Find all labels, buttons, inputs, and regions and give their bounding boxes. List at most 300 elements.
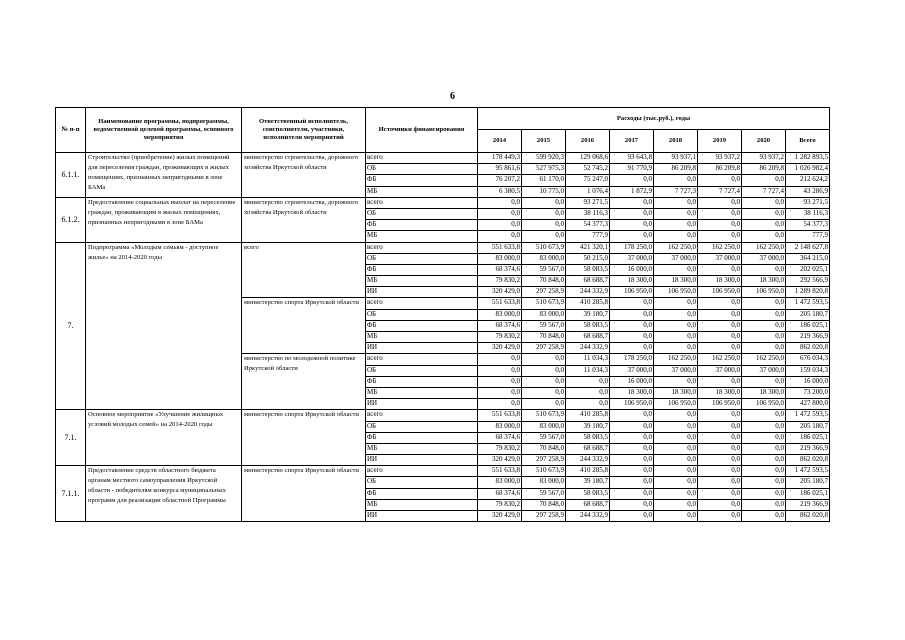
year-value: 18 300,0 bbox=[654, 387, 698, 398]
year-value: 7 727,4 bbox=[742, 186, 786, 197]
year-value: 6 380,5 bbox=[478, 186, 522, 197]
year-value: 510 673,9 bbox=[522, 242, 566, 253]
year-value: 0,0 bbox=[566, 387, 610, 398]
funding-source: всего bbox=[366, 354, 478, 365]
year-value: 0,0 bbox=[698, 208, 742, 219]
year-value: 510 673,9 bbox=[522, 466, 566, 477]
year-value: 0,0 bbox=[698, 466, 742, 477]
year-value: 70 848,0 bbox=[522, 443, 566, 454]
year-value: 244 332,9 bbox=[566, 511, 610, 522]
year-value: 0,0 bbox=[522, 376, 566, 387]
year-value: 777,9 bbox=[566, 231, 610, 242]
year-value: 0,0 bbox=[742, 343, 786, 354]
year-value: 83 000,0 bbox=[522, 309, 566, 320]
year-value: 37 000,0 bbox=[610, 253, 654, 264]
year-value: 510 673,9 bbox=[522, 410, 566, 421]
year-value: 162 250,0 bbox=[698, 354, 742, 365]
year-value: 0,0 bbox=[610, 220, 654, 231]
year-value: 0,0 bbox=[698, 421, 742, 432]
year-value: 37 000,0 bbox=[742, 365, 786, 376]
funding-source: ИИ bbox=[366, 399, 478, 410]
year-value: 83 000,0 bbox=[478, 421, 522, 432]
year-value: 106 950,0 bbox=[698, 399, 742, 410]
year-value: 0,0 bbox=[478, 231, 522, 242]
year-value: 0,0 bbox=[610, 208, 654, 219]
year-value: 0,0 bbox=[742, 432, 786, 443]
total-value: 676 034,3 bbox=[786, 354, 830, 365]
header-num: № п-п bbox=[56, 108, 86, 153]
year-value: 0,0 bbox=[698, 264, 742, 275]
year-value: 83 000,0 bbox=[478, 309, 522, 320]
total-value: 1 472 593,5 bbox=[786, 298, 830, 309]
year-value: 18 300,0 bbox=[698, 276, 742, 287]
year-value: 0,0 bbox=[610, 231, 654, 242]
program-name: Предоставление социальных выплат на переселение граждан, проживающим в жилых помещениях, признанных непригодными в зоне БАМа bbox=[86, 197, 242, 242]
total-value: 186 025,1 bbox=[786, 432, 830, 443]
executor: министерство строительства, дорожного хозяйства Иркутской области bbox=[242, 153, 366, 198]
year-value: 52 745,2 bbox=[566, 164, 610, 175]
header-year: 2020 bbox=[742, 130, 786, 153]
year-value: 106 950,0 bbox=[610, 287, 654, 298]
year-value: 0,0 bbox=[610, 332, 654, 343]
year-value: 0,0 bbox=[742, 197, 786, 208]
year-value: 162 250,0 bbox=[742, 354, 786, 365]
year-value: 0,0 bbox=[698, 298, 742, 309]
year-value: 58 083,5 bbox=[566, 264, 610, 275]
total-value: 38 116,3 bbox=[786, 208, 830, 219]
year-value: 0,0 bbox=[698, 499, 742, 510]
year-value: 0,0 bbox=[698, 410, 742, 421]
year-value: 551 633,8 bbox=[478, 410, 522, 421]
year-value: 599 920,3 bbox=[522, 153, 566, 164]
year-value: 68 688,7 bbox=[566, 332, 610, 343]
year-value: 551 633,8 bbox=[478, 242, 522, 253]
year-value: 0,0 bbox=[698, 443, 742, 454]
year-value: 58 083,5 bbox=[566, 432, 610, 443]
total-value: 2 148 627,8 bbox=[786, 242, 830, 253]
total-value: 205 180,7 bbox=[786, 309, 830, 320]
year-value: 0,0 bbox=[610, 197, 654, 208]
year-value: 79 830,2 bbox=[478, 443, 522, 454]
year-value: 70 848,0 bbox=[522, 276, 566, 287]
year-value: 39 180,7 bbox=[566, 421, 610, 432]
year-value: 0,0 bbox=[742, 488, 786, 499]
row-number: 7. bbox=[56, 242, 86, 410]
table-header bbox=[56, 108, 830, 153]
year-value: 0,0 bbox=[742, 309, 786, 320]
year-value: 75 247,0 bbox=[566, 175, 610, 186]
year-value: 0,0 bbox=[654, 499, 698, 510]
year-value: 11 034,3 bbox=[566, 365, 610, 376]
year-value: 106 950,0 bbox=[654, 399, 698, 410]
year-value: 0,0 bbox=[742, 208, 786, 219]
year-value: 68 688,7 bbox=[566, 443, 610, 454]
year-value: 0,0 bbox=[654, 376, 698, 387]
year-value: 0,0 bbox=[654, 466, 698, 477]
year-value: 106 950,0 bbox=[654, 287, 698, 298]
total-value: 1 472 593,5 bbox=[786, 466, 830, 477]
funding-source: всего bbox=[366, 466, 478, 477]
total-value: 1 026 982,4 bbox=[786, 164, 830, 175]
total-value: 205 180,7 bbox=[786, 421, 830, 432]
year-value: 86 209,8 bbox=[698, 164, 742, 175]
year-value: 0,0 bbox=[522, 208, 566, 219]
year-value: 320 429,0 bbox=[478, 287, 522, 298]
year-value: 0,0 bbox=[654, 332, 698, 343]
header-year: 2016 bbox=[566, 130, 610, 153]
header-expenses: Расходы (тыс.руб.), годы bbox=[478, 108, 830, 130]
year-value: 16 000,0 bbox=[610, 376, 654, 387]
year-value: 320 429,0 bbox=[478, 343, 522, 354]
executor: министерство спорта Иркутской области bbox=[242, 410, 366, 466]
total-value: 186 025,1 bbox=[786, 320, 830, 331]
year-value: 0,0 bbox=[698, 175, 742, 186]
header-name: Наименование программы, подпрограммы, ведомственной целевой программы, основного мероприятия bbox=[86, 108, 242, 153]
total-value: 186 025,1 bbox=[786, 488, 830, 499]
funding-source: всего bbox=[366, 298, 478, 309]
year-value: 0,0 bbox=[610, 443, 654, 454]
year-value: 0,0 bbox=[698, 455, 742, 466]
year-value: 320 429,0 bbox=[478, 511, 522, 522]
year-value: 551 633,8 bbox=[478, 466, 522, 477]
year-value: 0,0 bbox=[610, 298, 654, 309]
funding-source: МБ bbox=[366, 443, 478, 454]
year-value: 297 258,9 bbox=[522, 511, 566, 522]
funding-source: ОБ bbox=[366, 477, 478, 488]
funding-source: ФБ bbox=[366, 220, 478, 231]
year-value: 0,0 bbox=[654, 343, 698, 354]
year-value: 68 688,7 bbox=[566, 276, 610, 287]
year-value: 0,0 bbox=[566, 399, 610, 410]
total-value: 93 271,5 bbox=[786, 197, 830, 208]
year-value: 10 775,0 bbox=[522, 186, 566, 197]
funding-source: всего bbox=[366, 197, 478, 208]
total-value: 862 020,8 bbox=[786, 343, 830, 354]
executor: министерство спорта Иркутской области bbox=[242, 466, 366, 522]
year-value: 0,0 bbox=[654, 197, 698, 208]
year-value: 0,0 bbox=[742, 477, 786, 488]
year-value: 0,0 bbox=[610, 421, 654, 432]
year-value: 0,0 bbox=[610, 320, 654, 331]
row-number: 6.1.2. bbox=[56, 197, 86, 242]
year-value: 79 830,2 bbox=[478, 332, 522, 343]
total-value: 43 286,9 bbox=[786, 186, 830, 197]
year-value: 70 848,0 bbox=[522, 499, 566, 510]
total-value: 205 180,7 bbox=[786, 477, 830, 488]
year-value: 38 116,3 bbox=[566, 208, 610, 219]
year-value: 0,0 bbox=[522, 387, 566, 398]
year-value: 178 250,0 bbox=[610, 354, 654, 365]
year-value: 0,0 bbox=[698, 511, 742, 522]
total-value: 159 034,3 bbox=[786, 365, 830, 376]
year-value: 410 285,8 bbox=[566, 298, 610, 309]
year-value: 106 950,0 bbox=[698, 287, 742, 298]
year-value: 162 250,0 bbox=[698, 242, 742, 253]
year-value: 83 000,0 bbox=[522, 253, 566, 264]
funding-source: всего bbox=[366, 410, 478, 421]
year-value: 0,0 bbox=[610, 343, 654, 354]
row-number: 7.1. bbox=[56, 410, 86, 466]
year-value: 0,0 bbox=[610, 488, 654, 499]
year-value: 0,0 bbox=[566, 376, 610, 387]
year-value: 0,0 bbox=[698, 488, 742, 499]
year-value: 76 207,2 bbox=[478, 175, 522, 186]
year-value: 0,0 bbox=[610, 455, 654, 466]
year-value: 0,0 bbox=[478, 387, 522, 398]
funding-source: МБ bbox=[366, 186, 478, 197]
year-value: 93 937,2 bbox=[742, 153, 786, 164]
year-value: 0,0 bbox=[654, 410, 698, 421]
year-value: 320 429,0 bbox=[478, 455, 522, 466]
total-value: 219 366,9 bbox=[786, 332, 830, 343]
year-value: 162 250,0 bbox=[742, 242, 786, 253]
year-value: 68 374,6 bbox=[478, 432, 522, 443]
year-value: 18 300,0 bbox=[654, 276, 698, 287]
funding-source: ОБ bbox=[366, 253, 478, 264]
year-value: 162 250,0 bbox=[654, 354, 698, 365]
funding-source: ФБ bbox=[366, 264, 478, 275]
year-value: 0,0 bbox=[742, 298, 786, 309]
funding-source: МБ bbox=[366, 231, 478, 242]
year-value: 91 770,9 bbox=[610, 164, 654, 175]
total-value: 54 377,3 bbox=[786, 220, 830, 231]
funding-source: МБ bbox=[366, 387, 478, 398]
year-value: 178 449,3 bbox=[478, 153, 522, 164]
funding-source: ФБ bbox=[366, 432, 478, 443]
total-value: 862 020,8 bbox=[786, 455, 830, 466]
year-value: 58 083,5 bbox=[566, 488, 610, 499]
year-value: 18 300,0 bbox=[698, 387, 742, 398]
total-value: 16 000,0 bbox=[786, 376, 830, 387]
year-value: 0,0 bbox=[654, 421, 698, 432]
year-value: 0,0 bbox=[742, 231, 786, 242]
total-value: 219 366,9 bbox=[786, 499, 830, 510]
funding-source: МБ bbox=[366, 499, 478, 510]
total-value: 73 200,0 bbox=[786, 387, 830, 398]
year-value: 297 258,9 bbox=[522, 455, 566, 466]
funding-source: ФБ bbox=[366, 376, 478, 387]
year-value: 0,0 bbox=[478, 220, 522, 231]
program-name: Предоставление средств областного бюджета органам местного самоуправления Иркутской области - победителям конкурса муниципальных программ для реализации областной Программы bbox=[86, 466, 242, 522]
year-value: 86 209,8 bbox=[742, 164, 786, 175]
funding-source: МБ bbox=[366, 276, 478, 287]
year-value: 61 170,0 bbox=[522, 175, 566, 186]
year-value: 0,0 bbox=[478, 354, 522, 365]
year-value: 244 332,9 bbox=[566, 455, 610, 466]
year-value: 0,0 bbox=[610, 499, 654, 510]
year-value: 83 000,0 bbox=[522, 421, 566, 432]
year-value: 0,0 bbox=[654, 208, 698, 219]
year-value: 0,0 bbox=[610, 175, 654, 186]
year-value: 162 250,0 bbox=[654, 242, 698, 253]
total-value: 202 025,1 bbox=[786, 264, 830, 275]
year-value: 410 285,8 bbox=[566, 410, 610, 421]
header-total: Всего bbox=[786, 130, 830, 153]
year-value: 0,0 bbox=[522, 231, 566, 242]
executor: министерство по молодежной политике Иркутской области bbox=[242, 354, 366, 410]
funding-source: всего bbox=[366, 242, 478, 253]
year-value: 68 688,7 bbox=[566, 499, 610, 510]
total-value: 212 624,2 bbox=[786, 175, 830, 186]
year-value: 7 727,3 bbox=[654, 186, 698, 197]
year-value: 0,0 bbox=[698, 320, 742, 331]
program-name: Основное мероприятие «Улучшение жилищных условий молодых семей» на 2014-2020 годы bbox=[86, 410, 242, 466]
year-value: 244 332,9 bbox=[566, 287, 610, 298]
funding-source: МБ bbox=[366, 332, 478, 343]
year-value: 93 643,8 bbox=[610, 153, 654, 164]
year-value: 0,0 bbox=[742, 175, 786, 186]
year-value: 0,0 bbox=[654, 488, 698, 499]
table-row bbox=[56, 153, 830, 164]
year-value: 410 285,8 bbox=[566, 466, 610, 477]
year-value: 510 673,9 bbox=[522, 298, 566, 309]
funding-source: ИИ bbox=[366, 287, 478, 298]
year-value: 37 000,0 bbox=[610, 365, 654, 376]
year-value: 39 180,7 bbox=[566, 309, 610, 320]
year-value: 0,0 bbox=[654, 511, 698, 522]
year-value: 0,0 bbox=[654, 264, 698, 275]
total-value: 777,9 bbox=[786, 231, 830, 242]
year-value: 0,0 bbox=[742, 264, 786, 275]
year-value: 297 258,9 bbox=[522, 287, 566, 298]
year-value: 0,0 bbox=[654, 220, 698, 231]
year-value: 16 000,0 bbox=[610, 264, 654, 275]
year-value: 0,0 bbox=[698, 309, 742, 320]
table-row bbox=[56, 410, 830, 421]
year-value: 0,0 bbox=[742, 376, 786, 387]
year-value: 18 300,0 bbox=[610, 276, 654, 287]
total-value: 1 472 593,5 bbox=[786, 410, 830, 421]
year-value: 18 300,0 bbox=[742, 276, 786, 287]
year-value: 0,0 bbox=[698, 477, 742, 488]
total-value: 219 366,9 bbox=[786, 443, 830, 454]
year-value: 0,0 bbox=[478, 399, 522, 410]
year-value: 18 300,0 bbox=[610, 387, 654, 398]
total-value: 1 289 820,8 bbox=[786, 287, 830, 298]
year-value: 0,0 bbox=[522, 354, 566, 365]
program-name: Строительство (приобретение) жилых помещений для переселения граждан, проживающих в жилых помещениях, признанных непригодными в зоне БАМа bbox=[86, 153, 242, 198]
year-value: 551 633,8 bbox=[478, 298, 522, 309]
executor: всего bbox=[242, 242, 366, 298]
year-value: 68 374,6 bbox=[478, 264, 522, 275]
year-value: 79 830,2 bbox=[478, 499, 522, 510]
table-body bbox=[56, 153, 830, 522]
executor: министерство спорта Иркутской области bbox=[242, 298, 366, 354]
header-source: Источники финансирования bbox=[366, 108, 478, 153]
year-value: 244 332,9 bbox=[566, 343, 610, 354]
year-value: 0,0 bbox=[742, 499, 786, 510]
year-value: 93 937,1 bbox=[654, 153, 698, 164]
year-value: 11 034,3 bbox=[566, 354, 610, 365]
year-value: 0,0 bbox=[654, 443, 698, 454]
year-value: 83 000,0 bbox=[478, 253, 522, 264]
year-value: 0,0 bbox=[742, 455, 786, 466]
funding-source: всего bbox=[366, 153, 478, 164]
year-value: 129 068,6 bbox=[566, 153, 610, 164]
year-value: 0,0 bbox=[478, 365, 522, 376]
year-value: 83 000,0 bbox=[522, 477, 566, 488]
year-value: 0,0 bbox=[654, 432, 698, 443]
year-value: 0,0 bbox=[610, 309, 654, 320]
year-value: 0,0 bbox=[654, 320, 698, 331]
total-value: 862 020,8 bbox=[786, 511, 830, 522]
year-value: 37 000,0 bbox=[742, 253, 786, 264]
year-value: 0,0 bbox=[698, 197, 742, 208]
year-value: 0,0 bbox=[610, 432, 654, 443]
year-value: 0,0 bbox=[610, 511, 654, 522]
year-value: 421 320,1 bbox=[566, 242, 610, 253]
funding-source: ФБ bbox=[366, 320, 478, 331]
year-value: 58 083,5 bbox=[566, 320, 610, 331]
row-number: 7.1.1. bbox=[56, 466, 86, 522]
year-value: 0,0 bbox=[478, 376, 522, 387]
year-value: 37 000,0 bbox=[654, 365, 698, 376]
year-value: 1 872,9 bbox=[610, 186, 654, 197]
year-value: 1 076,4 bbox=[566, 186, 610, 197]
table-row bbox=[56, 466, 830, 477]
table-row bbox=[56, 197, 830, 208]
year-value: 86 209,8 bbox=[654, 164, 698, 175]
funding-source: ИИ bbox=[366, 511, 478, 522]
year-value: 59 567,0 bbox=[522, 488, 566, 499]
header-year: 2014 bbox=[478, 130, 522, 153]
year-value: 0,0 bbox=[654, 477, 698, 488]
header-year: 2019 bbox=[698, 130, 742, 153]
total-value: 1 282 893,5 bbox=[786, 153, 830, 164]
row-number: 6.1.1. bbox=[56, 153, 86, 198]
year-value: 0,0 bbox=[610, 477, 654, 488]
year-value: 527 975,3 bbox=[522, 164, 566, 175]
year-value: 0,0 bbox=[742, 320, 786, 331]
year-value: 297 258,9 bbox=[522, 343, 566, 354]
year-value: 37 000,0 bbox=[698, 365, 742, 376]
funding-source: ИИ bbox=[366, 343, 478, 354]
year-value: 83 000,0 bbox=[478, 477, 522, 488]
year-value: 37 000,0 bbox=[654, 253, 698, 264]
year-value: 18 300,0 bbox=[742, 387, 786, 398]
year-value: 0,0 bbox=[698, 376, 742, 387]
year-value: 39 180,7 bbox=[566, 477, 610, 488]
year-value: 68 374,6 bbox=[478, 488, 522, 499]
year-value: 54 377,3 bbox=[566, 220, 610, 231]
header-year: 2015 bbox=[522, 130, 566, 153]
year-value: 178 250,0 bbox=[610, 242, 654, 253]
year-value: 0,0 bbox=[698, 343, 742, 354]
year-value: 59 567,0 bbox=[522, 264, 566, 275]
header-year: 2017 bbox=[610, 130, 654, 153]
year-value: 95 861,6 bbox=[478, 164, 522, 175]
year-value: 0,0 bbox=[654, 175, 698, 186]
year-value: 0,0 bbox=[654, 455, 698, 466]
year-value: 0,0 bbox=[698, 332, 742, 343]
year-value: 0,0 bbox=[654, 231, 698, 242]
year-value: 0,0 bbox=[742, 443, 786, 454]
table-row bbox=[56, 242, 830, 253]
executor: министерство строительства, дорожного хозяйства Иркутской области bbox=[242, 197, 366, 242]
year-value: 0,0 bbox=[742, 466, 786, 477]
year-value: 0,0 bbox=[522, 220, 566, 231]
year-value: 0,0 bbox=[654, 309, 698, 320]
year-value: 93 271,5 bbox=[566, 197, 610, 208]
year-value: 106 950,0 bbox=[742, 287, 786, 298]
year-value: 0,0 bbox=[742, 511, 786, 522]
year-value: 93 937,2 bbox=[698, 153, 742, 164]
year-value: 0,0 bbox=[610, 410, 654, 421]
year-value: 59 567,0 bbox=[522, 432, 566, 443]
year-value: 0,0 bbox=[654, 298, 698, 309]
funding-source: ФБ bbox=[366, 488, 478, 499]
total-value: 292 566,9 bbox=[786, 276, 830, 287]
